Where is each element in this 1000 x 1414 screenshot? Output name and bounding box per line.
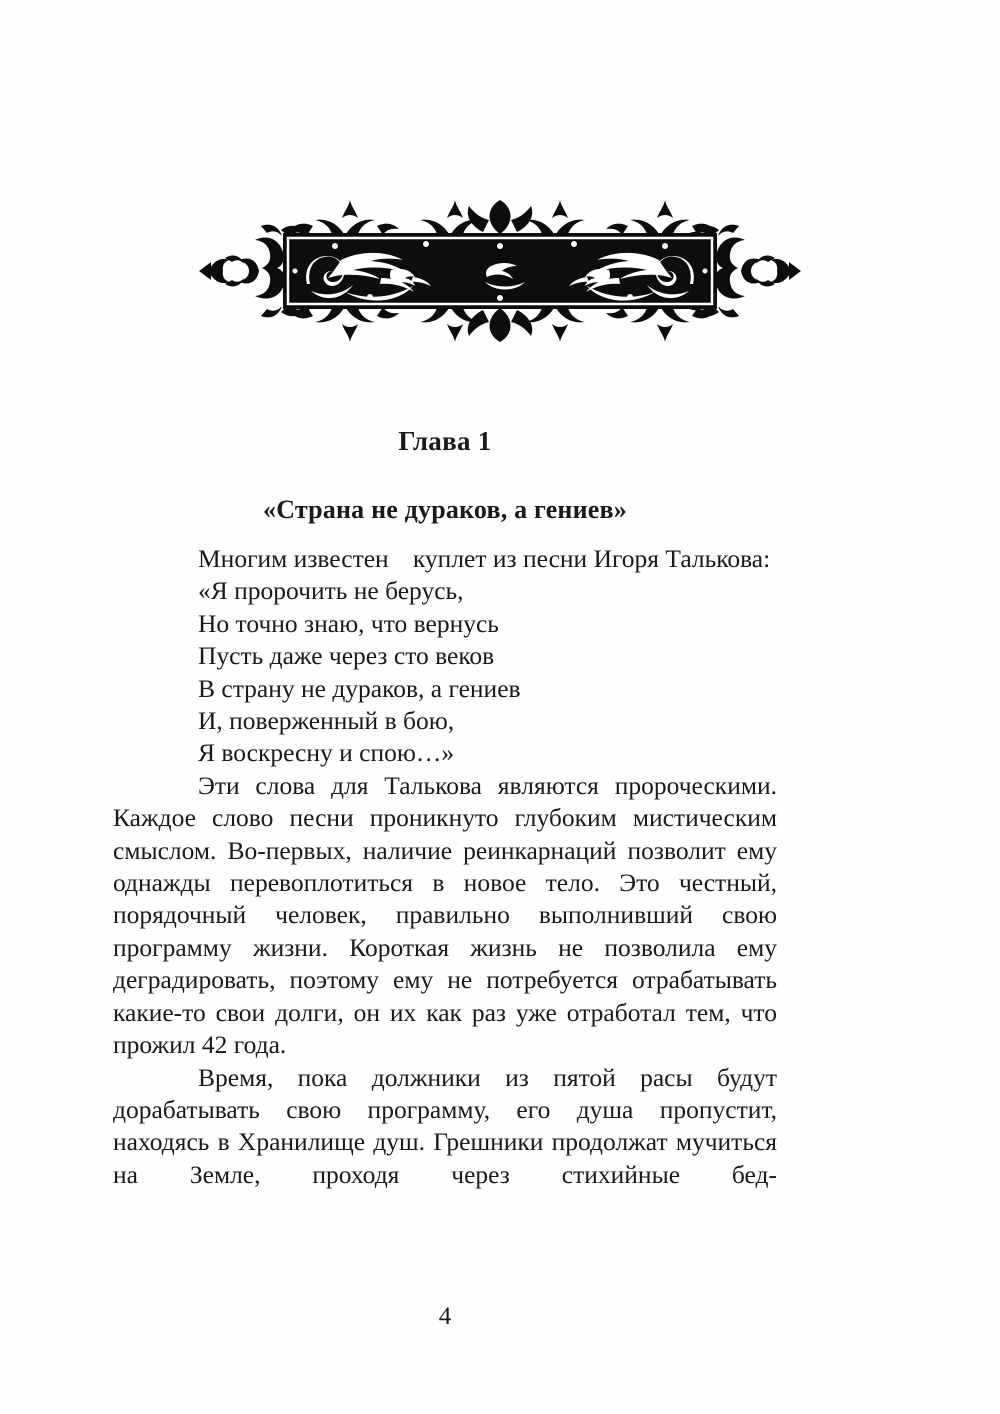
poem-stanza <box>113 575 777 769</box>
chapter-title: Глава 1 <box>398 426 492 457</box>
poem-line: Я воскресну и спою…» <box>198 738 455 768</box>
chapter-subtitle: «Страна не дураков, а гениев» <box>263 494 627 524</box>
paragraph-two: Эти слова для Талькова являются пророческими. Каждое слово песни проникнуто глубоким мистическим смыслом. Во-первых, наличие реинкарнаций позволит ему однажды перевоплотиться в новое тело. Это честный, порядочный человек, правильно выполнивший свою программу жизни. Короткая жизнь не позволила ему деградировать, поэтому ему не потребуется отрабатывать какие-то свои долги, он их как раз уже отработал тем, что прожил 42 года. <box>113 770 777 1060</box>
poem-line: И, поверженный в бою, <box>198 706 455 736</box>
page-number: 4 <box>438 1303 452 1330</box>
decorative-headpiece-ornament <box>0 196 1000 346</box>
poem-line: Пусть даже через сто веков <box>198 641 495 671</box>
paragraph-intro-second-part: куплет из песни Игоря Талькова: <box>412 544 771 573</box>
poem-line: В страну не дураков, а гениев <box>198 673 521 703</box>
poem-line: Но точно знаю, что вернусь <box>198 608 499 638</box>
paragraph-intro <box>113 543 777 575</box>
poem-line: «Я пророчить не берусь, <box>198 576 464 606</box>
ornament-icon <box>195 196 805 346</box>
paragraph-intro-first-part: Многим известен <box>198 544 389 573</box>
paragraph-three: Время, пока должники из пятой расы будут дорабатывать свою программу, его душа пропустит, находясь в Хранилище душ. Грешники продолжат мучиться на Земле, проходя через стихийные бед- <box>113 1062 777 1189</box>
body-text-block <box>113 543 777 1191</box>
